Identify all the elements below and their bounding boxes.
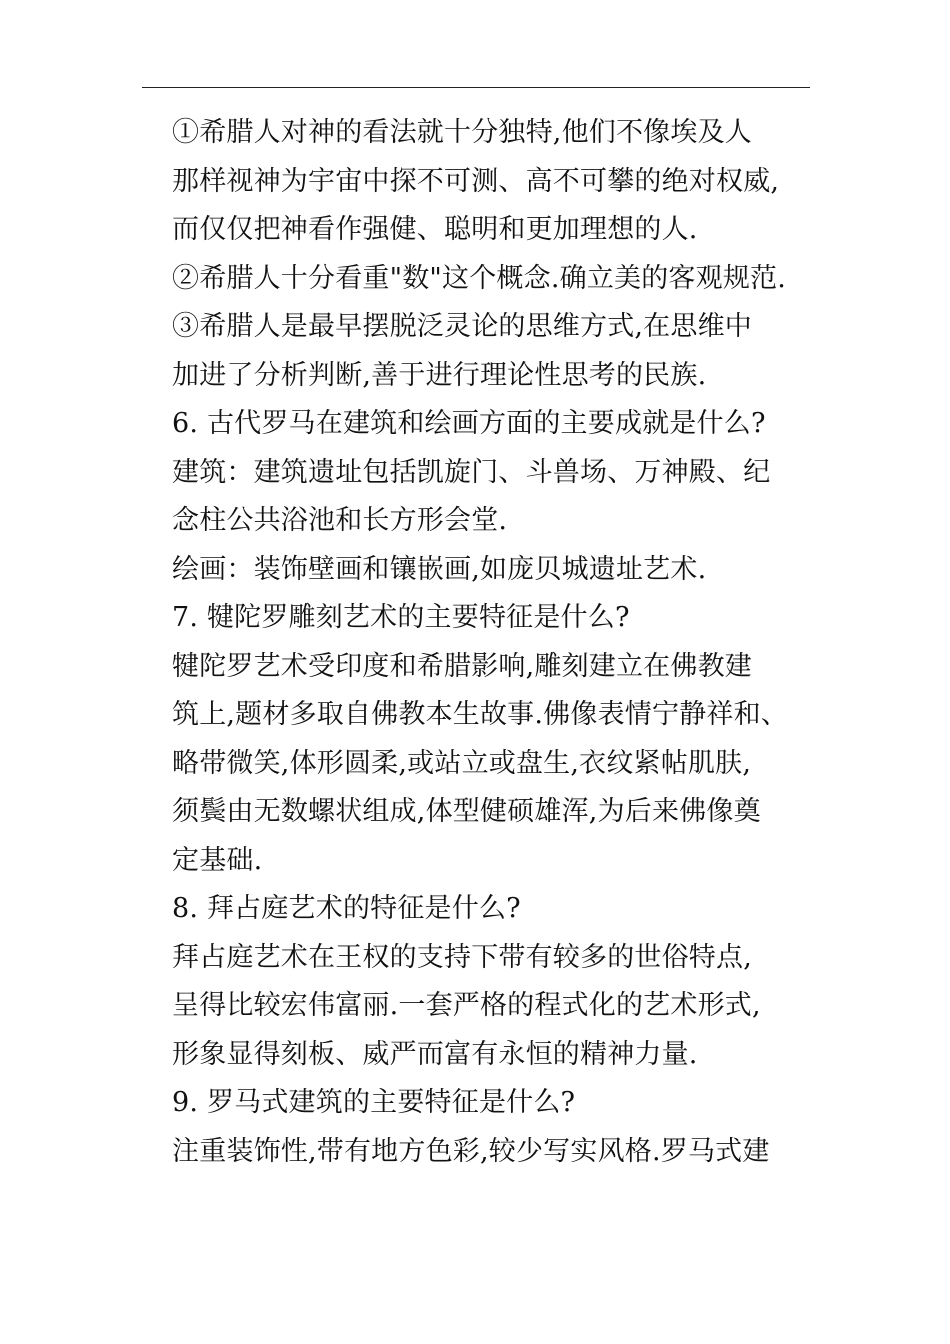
text-line-22: 注重装饰性,带有地方色彩,较少写实风格.罗马式建 [172,1135,770,1167]
question-9: 9. 罗马式建筑的主要特征是什么? [172,1087,576,1118]
header-rule [142,87,810,88]
text-line-9: 念柱公共浴池和长方形会堂. [172,505,508,536]
text-line-18: 拜占庭艺术在王权的支持下带有较多的世俗特点, [172,941,752,973]
question-7: 7. 犍陀罗雕刻艺术的主要特征是什么? [172,602,630,633]
question-8: 8. 拜占庭艺术的特征是什么? [172,893,521,924]
text-line-16: 定基础. [172,844,263,876]
text-line-20: 形象显得刻板、威严而富有永恒的精神力量. [172,1038,698,1070]
text-line-8: 建筑：建筑遗址包括凯旋门、斗兽场、万神殿、纪 [172,456,771,488]
document-body [172,109,822,1176]
text-line-13: 筑上,题材多取自佛教本生故事.佛像表情宁静祥和、 [172,699,788,730]
text-line-2: 那样视神为宇宙中探不可测、高不可攀的绝对权威, [172,165,780,197]
text-line-12: 犍陀罗艺术受印度和希腊影响,雕刻建立在佛教建 [172,650,752,682]
text-line-6: 加进了分析判断,善于进行理论性思考的民族. [172,359,707,391]
text-line-1: ①希腊人对神的看法就十分独特,他们不像埃及人 [172,117,752,148]
text-line-4: ②希腊人十分看重"数"这个概念.确立美的客观规范. [172,262,787,294]
text-line-19: 呈得比较宏伟富丽.一套严格的程式化的艺术形式, [172,990,761,1021]
text-line-14: 略带微笑,体形圆柔,或站立或盘生,衣纹紧帖肌肤, [172,747,752,779]
text-line-3: 而仅仅把神看作强健、聪明和更加理想的人. [172,214,698,245]
text-line-15: 须鬓由无数螺状组成,体型健硕雄浑,为后来佛像奠 [172,796,761,827]
question-6: 6. 古代罗马在建筑和绘画方面的主要成就是什么? [172,408,766,439]
text-line-10: 绘画：装饰壁画和镶嵌画,如庞贝城遗址艺术. [172,553,707,585]
text-line-5: ③希腊人是最早摆脱泛灵论的思维方式,在思维中 [172,311,752,342]
